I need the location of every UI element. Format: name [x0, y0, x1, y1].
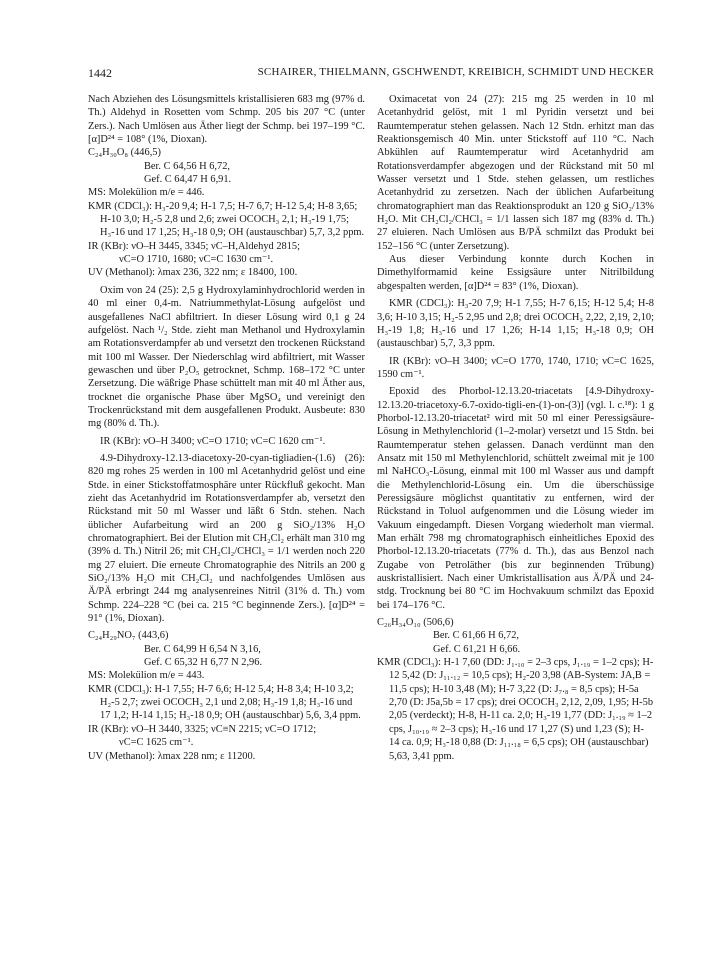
uv-data: UV (Methanol): λmax 236, 322 nm; ε 18400, 100.: [88, 267, 298, 279]
essigsaeure-paragraph: Aus dieser Verbindung konnte durch Kochen in Dimethylformamid keine Essigsäure unter Nitrilbildung abgespalten werden, [α]D²⁴ = 83° (1%, Dioxan).: [377, 254, 654, 292]
page-number: 1442: [88, 66, 112, 80]
ms-data: MS: Molekülion m/e = 446.: [88, 187, 205, 199]
left-column: [88, 93, 365, 763]
analysis-calculated-epoxide: Ber. C 61,66 H 6,72,: [433, 630, 520, 642]
oxim-ir-data: IR (KBr): νO–H 3400; νC=O 1710; νC=C 1620 cm⁻¹.: [100, 435, 326, 447]
nmr-data: KMR (CDCl₃): H₃-20 9,4; H-1 7,5; H-7 6,7; H-12 5,4; H-8 3,65; H-10 3,0; H₂-5 2,8 und 2,6; zwei OCOCH₃ 2,1; H₃-19 1,75; H₃-16 und 17 1,25; H₃-18 0,9; OH (austauschbar) 5,7, 3,2 ppm.: [88, 200, 365, 239]
ir-data-26-cont: νC=C 1625 cm⁻¹.: [119, 737, 194, 749]
running-header: [88, 66, 654, 82]
ms-data-26: MS: Molekülion m/e = 443.: [88, 670, 205, 682]
epoxide-paragraph: Epoxid des Phorbol-12.13.20-triacetats [4.9-Dihydroxy-12.13.20-triacetoxy-6.7-oxido-tigli-en-(1)-on-(3)] (vgl. l. c.¹⁸): 1 g Phorbol-12.13.20-triacetat² wird mit 50 ml einer Peressigsäure-Lösung in Methylenchlorid (1–2-molar) versetzt und 15 Stdn. bei Raumtemperatur stehen gelassen. Danach verdünnt man den Ansatz mit 150 ml Methylenchlorid, schüttelt zweimal mit je 100 ml NaHCO₃-Lösung, einmal mit 100 ml Wasser aus und dampft die Methylenchlorid-Lösung ein. Um die überschüssige Peressigsäure möglichst quantitativ zu entfernen, wird der Rückstand in Toluol aufgenommen und die Lösung wieder im Vakuum eingedampft. Diesen Vorgang wiederholt man viermal. Man erhält 798 mg chromatographisch einheitliches Epoxid des Phorbol-12.13.20-triacetats (77% d. Th.), das aus Benzol nach Zugabe von Petroläther (bis zur beginnenden Trübung) auskristallisiert. Nach einer Umkristallisation aus Ä/PÄ und 24-stdg. Trocknung bei 80 °C im Hochvakuum schmilzt das Epoxid bei 174–176 °C.: [377, 386, 654, 611]
analysis-found-epoxide: Gef. C 61,21 H 6,66.: [433, 643, 521, 655]
aldehyde-paragraph: Nach Abziehen des Lösungsmittels kristallisieren 683 mg (97% d. Th.) Aldehyd in Rosetten vom Schmp. 205 bis 207 °C (unter Zers.). Nach Umlösen aus Äther liegt der Schmp. bei 197–199 °C. [α]D²⁴ = 108° (1%, Dioxan).: [88, 94, 365, 146]
formula-26: C₂₄H₂₉NO₇ (443,6): [88, 630, 169, 642]
running-title: SCHAIRER, THIELMANN, GSCHWENDT, KREIBICH, SCHMIDT UND HECKER: [257, 66, 654, 78]
nmr-data-27: KMR (CDCl₃): H₃-20 7,9; H-1 7,55; H-7 6,15; H-12 5,4; H-8 3,6; H-10 3,15; H₂-5 2,95 und 2,8; drei OCOCH₃ 2,22, 2,19, 2,10; H₃-19 1,8; H₃-16 und 17 1,26; H-14 1,15; H₃-18 0,9; OH (austauschbar) 5,7, 3,3 ppm.: [377, 298, 654, 350]
uv-data-26: UV (Methanol): λmax 228 nm; ε 11200.: [88, 750, 256, 762]
analysis-found-26: Gef. C 65,32 H 6,77 N 2,96.: [144, 657, 263, 669]
analysis-calculated-26: Ber. C 64,99 H 6,54 N 3,16,: [144, 643, 261, 655]
analysis-calculated: Ber. C 64,56 H 6,72,: [144, 160, 231, 172]
formula-epoxide: C₂₆H₃₄O₁₀ (506,6): [377, 617, 454, 629]
right-column: [377, 93, 654, 763]
nitrile-paragraph: 4.9-Dihydroxy-12.13-diacetoxy-20-cyan-tigliadien-(1.6) (26): 820 mg rohes 25 werden in 100 ml Acetanhydrid gelöst und eine Stde. in einer Stickstoffatmosphäre unter Rückfluß gekocht. Man zieht das Acetanhydrid im Rotationsverdampfer ab, versetzt den Rückstand mit 50 ml Wasser und läßt 6 Stdn. stehen. Nach üblicher Aufarbeitung wird an 200 g SiO₂/13% H₂O chromatographiert. Bei der Elution mit CH₂Cl₂ erhält man 310 mg (39% d. Th.) Nitril 26; mit CH₂Cl₂/CHCl₃ = 1/1 werden noch 220 mg 27 eluiert. Die erneute Chromatographie des Nitrils an 200 g SiO₂/13% H₂O mit CH₂Cl₂ und nachfolgendes Umlösen aus Ä/PÄ erbringt 244 mg analysenreines Nitril (31% d. Th.) vom Schmp. 224–228 °C (bei ca. 215 °C beginnende Zers.). [α]D²⁴ = 91° (1%, Dioxan).: [88, 452, 365, 625]
oxim-paragraph: Oxim von 24 (25): 2,5 g Hydroxylaminhydrochlorid werden in 40 ml einer 0,4-m. Natriummethylat-Lösung aufgelöst und ausgefallenes NaCl abfiltriert. In dieser Lösung wird 0,1 g 24 aufgelöst. Nach ¹/₂ Stde. zieht man Methanol und Hydroxylamin am Rotationsverdampfer ab und versetzt den trockenen Rückstand mit 100 ml Wasser. Der Niederschlag wird abfiltriert, mit Wasser gewaschen und über P₂O₅ getrocknet, Schmp. 168–172 °C unter Zersetzung. Die wäßrige Phase schüttelt man mit 40 ml Äther aus, trocknet die organische Phase über MgSO₄ und vereinigt den Trockenrückstand mit dem ausgefallenen Produkt. Ausbeute: 830 mg (80% d. Th.).: [88, 284, 365, 430]
nmr-data-26: KMR (CDCl₃): H-1 7,55; H-7 6,6; H-12 5,4; H-8 3,4; H-10 3,2; H₂-5 2,7; zwei OCOCH₃ 2,1 und 2,08; H₃-19 1,8; H₃-16 und 17 1,2; H-14 1,15; H₃-18 0,9; OH (austauschbar) 5,6, 3,4 ppm.: [88, 683, 361, 722]
nmr-data-epoxide: KMR (CDCl₃): H-1 7,60 (DD: J₁.₁₀ = 2–3 cps, J₁.₁₉ = 1–2 cps); H-12 5,42 (D: J₁₁.₁₂ = 10,5 cps); H₂-20 3,98 (AB-System: JA,B = 11,5 cps); H-10 3,48 (M); H-7 3,22 (D: J₇.₈ = 8,5 cps); H-5a 2,70 (D: J5a,5b = 17 cps); drei OCOCH₃ 2,12, 2,09, 1,95; H-5b 2,05 (verdeckt); H-8, H-11 ca. 2,0; H₃-19 1,77 (DD: J₁.₁₉ ≈ 1–2 cps, J₁₀.₁₉ ≈ 2–3 cps); H₃-16 und 17 1,27 (S) und 1,23 (S); H-14 ca. 0,9; H₃-18 0,88 (D: J₁₁.₁₈ = 6,5 cps); OH (austauschbar) 5,63, 3,41 ppm.: [377, 657, 654, 762]
analysis-found: Gef. C 64,47 H 6,91.: [144, 174, 232, 186]
oximacetat-paragraph: Oximacetat von 24 (27): 215 mg 25 werden in 10 ml Acetanhydrid gelöst, mit 1 ml Pyridin versetzt und bei Raumtemperatur stehen gelassen. Nach 12 Stdn. erhitzt man das Reaktionsgemisch 40 Min. unter Stickstoff auf 110 °C. Nach Abkühlen auf Raumtemperatur wird Acetanhydrid am Rotationsverdampfer abgezogen und der Rückstand mit 50 ml Wasser versetzt und 1 Stde. stehen gelassen, um restliches Acetanhydrid zu zersetzen. Nach der üblichen Aufarbeitung chromatographiert man das Reaktionsprodukt an 120 g SiO₂/13% H₂O. Mit CH₂Cl₂/CHCl₃ = 1/1 lassen sich 187 mg (83% d. Th.) 27 eluieren. Nach Umlösen aus B/PÄ schmilzt das Produkt bei 152–156 °C (unter Zersetzung).: [377, 94, 654, 252]
ir-data: IR (KBr): νO–H 3445, 3345; νC–H,Aldehyd 2815;: [88, 240, 301, 252]
ir-data-26: IR (KBr): νO–H 3440, 3325; νC≡N 2215; νC=O 1712;: [88, 723, 317, 735]
ir-data-cont: νC=O 1710, 1680; νC=C 1630 cm⁻¹.: [119, 254, 274, 266]
ir-data-27: IR (KBr): νO–H 3400; νC=O 1770, 1740, 1710; νC=C 1625, 1590 cm⁻¹.: [377, 355, 654, 380]
formula-24: C₂₄H₃₀O₈ (446,5): [88, 147, 161, 159]
